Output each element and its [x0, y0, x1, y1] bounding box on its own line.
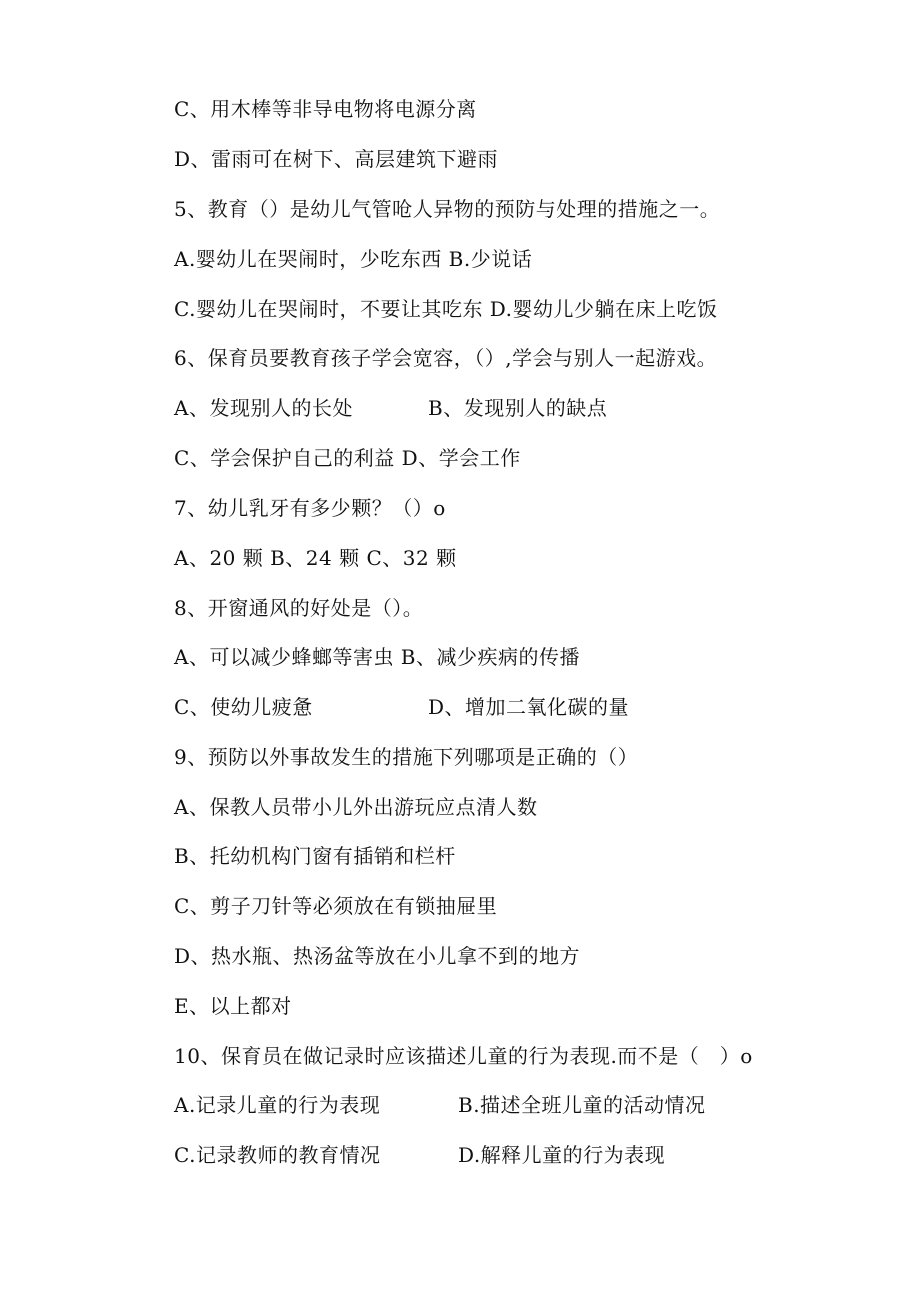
option-c-q4: C、用木棒等非导电物将电源分离 [174, 97, 477, 121]
option-a-q10: A.记录儿童的行为表现 [174, 1093, 381, 1117]
question-9: 9、预防以外事故发生的措施下列哪项是正确的（） [174, 745, 639, 769]
option-d-q4: D、雷雨可在树下、高层建筑下避雨 [174, 147, 499, 171]
option-c-q10: C.记录教师的教育情况 [174, 1143, 381, 1167]
question-8: 8、开窗通风的好处是（）。 [174, 596, 424, 620]
options-q7: A、20 颗 B、24 颗 C、32 颗 [174, 546, 457, 570]
options-ab-q8: A、可以减少蜂螂等害虫 B、减少疾病的传播 [174, 645, 580, 669]
options-cd-q6: C、学会保护自己的利益 D、学会工作 [174, 446, 521, 470]
option-c-q9: C、剪子刀针等必须放在有锁抽屉里 [174, 894, 498, 918]
options-ab-q5: A.婴幼儿在哭闹时，少吃东西 B.少说话 [174, 247, 533, 271]
question-5: 5、教育（）是幼儿气管呛人异物的预防与处理的措施之一。 [174, 197, 721, 221]
option-d-q8: D、增加二氧化碳的量 [428, 695, 630, 719]
option-d-q10: D.解释儿童的行为表现 [458, 1143, 666, 1167]
question-10: 10、保育员在做记录时应该描述儿童的行为表现.而不是（ ）o [174, 1044, 753, 1068]
option-b-q10: B.描述全班儿童的活动情况 [458, 1093, 706, 1117]
option-b-q6: B、发现别人的缺点 [428, 396, 608, 420]
options-cd-q5: C.婴幼儿在哭闹时，不要让其吃东 D.婴幼儿少躺在床上吃饭 [174, 297, 718, 321]
option-a-q6: A、发现别人的长处 [174, 396, 353, 420]
option-a-q9: A、保教人员带小儿外出游玩应点清人数 [174, 795, 538, 819]
option-b-q9: B、托幼机构门窗有插销和栏杆 [174, 844, 456, 868]
option-c-q8: C、使幼儿疲惫 [174, 695, 313, 719]
option-d-q9: D、热水瓶、热汤盆等放在小儿拿不到的地方 [174, 944, 581, 968]
question-6: 6、保育员要教育孩子学会宽容，（）,学会与别人一起游戏。 [174, 346, 718, 370]
question-7: 7、幼儿乳牙有多少颗？（）o [174, 496, 446, 520]
option-e-q9: E、以上都对 [174, 994, 292, 1018]
